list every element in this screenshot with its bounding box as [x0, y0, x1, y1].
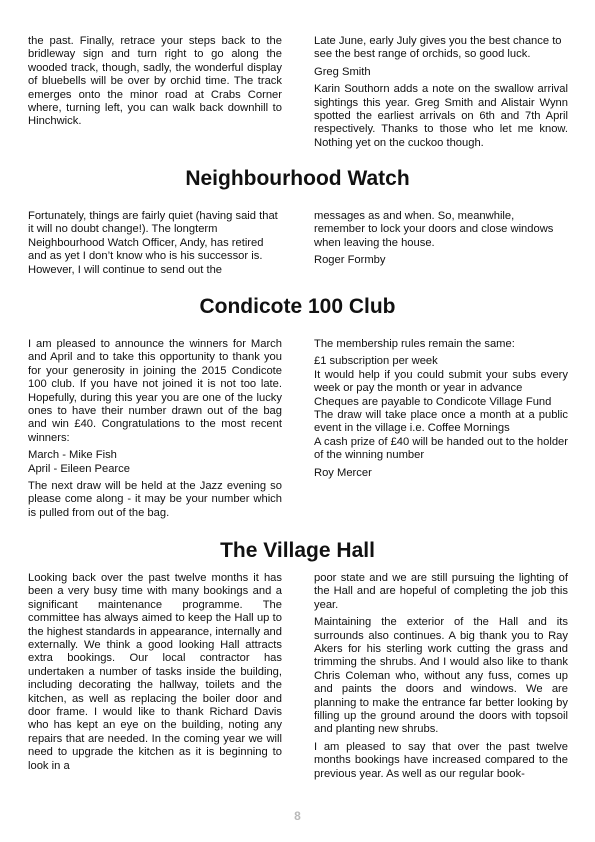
rule-item: £1 subscription per week — [314, 355, 438, 368]
author-signature: Roy Mercer — [314, 466, 372, 479]
club-right-column — [314, 338, 568, 520]
vh-left-column — [28, 572, 282, 785]
body-paragraph: Looking back over the past twelve months it has been a very busy time with many bookings and a significant maintenance programme. The committee has always aimed to keep the Hall up to the highest standards in appearance, internally and externally. We think a good looking Hall attracts extra bookings. Our local contractor has undertaken a number of tasks inside the building, including decorating the hallway, toilets and the kitchen, as well as replacing the boiler door and door frame. I would like to thank Richard Davis who has kept an eye on the building, noting any repairs that are needed. In the coming year we will need to upgrade the kitchen as it is beginning to look in a — [28, 572, 282, 772]
intro-right-column — [314, 35, 568, 154]
section-title-100-club: Condicote 100 Club — [199, 295, 396, 318]
body-paragraph: The membership rules remain the same: — [314, 338, 515, 350]
nw-left-column — [28, 210, 282, 281]
rule-item: A cash prize of £40 will be handed out to the holder of the winning number — [314, 435, 568, 462]
body-paragraph: The next draw will be held at the Jazz evening so please come along - it may be your number which is pulled from out of the bag. — [28, 480, 282, 519]
rule-item: The draw will take place once a month at a public event in the village i.e. Coffee Mornings — [314, 409, 568, 435]
body-paragraph: Maintaining the exterior of the Hall and its surrounds also continues. A big thank you to Ray Akers for his sterling work cutting the grass and trimming the shrubs. And I would also like to thank Chris Coleman who, without any fuss, comes up and paints the doors and windows. We are planning to make the entrance far better looking by filling up the ground around the doors with topsoil and planting new shrubs. — [314, 616, 568, 736]
body-paragraph: poor state and we are still pursuing the lighting of the Hall and are hopeful of completing the job this year. — [314, 572, 568, 611]
section-title-neighbourhood-watch: Neighbourhood Watch — [185, 167, 410, 190]
club-left-column — [28, 338, 282, 520]
page-number: 8 — [294, 809, 301, 823]
section-title-village-hall: The Village Hall — [220, 539, 375, 562]
body-paragraph: Fortunately, things are fairly quiet (having said that it will no doubt change!). The longterm Neighbourhood Watch Officer, Andy, has retired and as yet I don’t know who is his successor is. However, I will continue to send out the — [28, 210, 278, 276]
club-section — [28, 338, 568, 520]
intro-section — [28, 35, 568, 154]
body-paragraph: Late June, early July gives you the best chance to see the best range of orchids, so good luck. — [314, 35, 562, 61]
body-paragraph: messages as and when. So, meanwhile, remember to lock your doors and close windows when leaving the house. — [314, 210, 554, 249]
author-signature: Greg Smith — [314, 65, 371, 78]
neighbourhood-watch-section — [28, 210, 568, 281]
village-hall-section — [28, 572, 568, 785]
author-signature: Roger Formby — [314, 254, 386, 267]
body-paragraph: Karin Southorn adds a note on the swallow arrival sightings this year. Greg Smith and Alistair Wynn spotted the earliest arrivals on 6th and 7th April respectively. Thanks to those who let me know. Nothing yet on the cuckoo though. — [314, 83, 568, 149]
winner-item: March - Mike Fish — [28, 449, 117, 462]
nw-right-column — [314, 210, 568, 281]
winner-item: April - Eileen Pearce — [28, 462, 130, 475]
body-paragraph: I am pleased to say that over the past twelve months bookings have increased compared to the previous year. As well as our regular book- — [314, 740, 568, 780]
vh-right-column — [314, 572, 568, 785]
intro-left-column — [28, 35, 282, 154]
body-paragraph: I am pleased to announce the winners for March and April and to take this opportunity to thank you for your generosity in joining the 2015 Condicote 100 club. If you have not joined it is not too late. Hopefully, during this year you are one of the lucky ones to have their number drawn out of the bag and win £40. Congratulations to the most recent winners: — [28, 338, 282, 444]
body-paragraph: the past. Finally, retrace your steps back to the bridleway sign and turn right to go along the wooded track, though, sadly, the wonderful display of bluebells will be over by orchid time. The track emerges onto the minor road at Crabs Corner where, turning left, you can walk back downhill to Hinchwick. — [28, 35, 282, 128]
rule-item: Cheques are payable to Condicote Village Fund — [314, 395, 552, 408]
rule-item: It would help if you could submit your subs every week or pay the month or year in advance — [314, 368, 568, 395]
